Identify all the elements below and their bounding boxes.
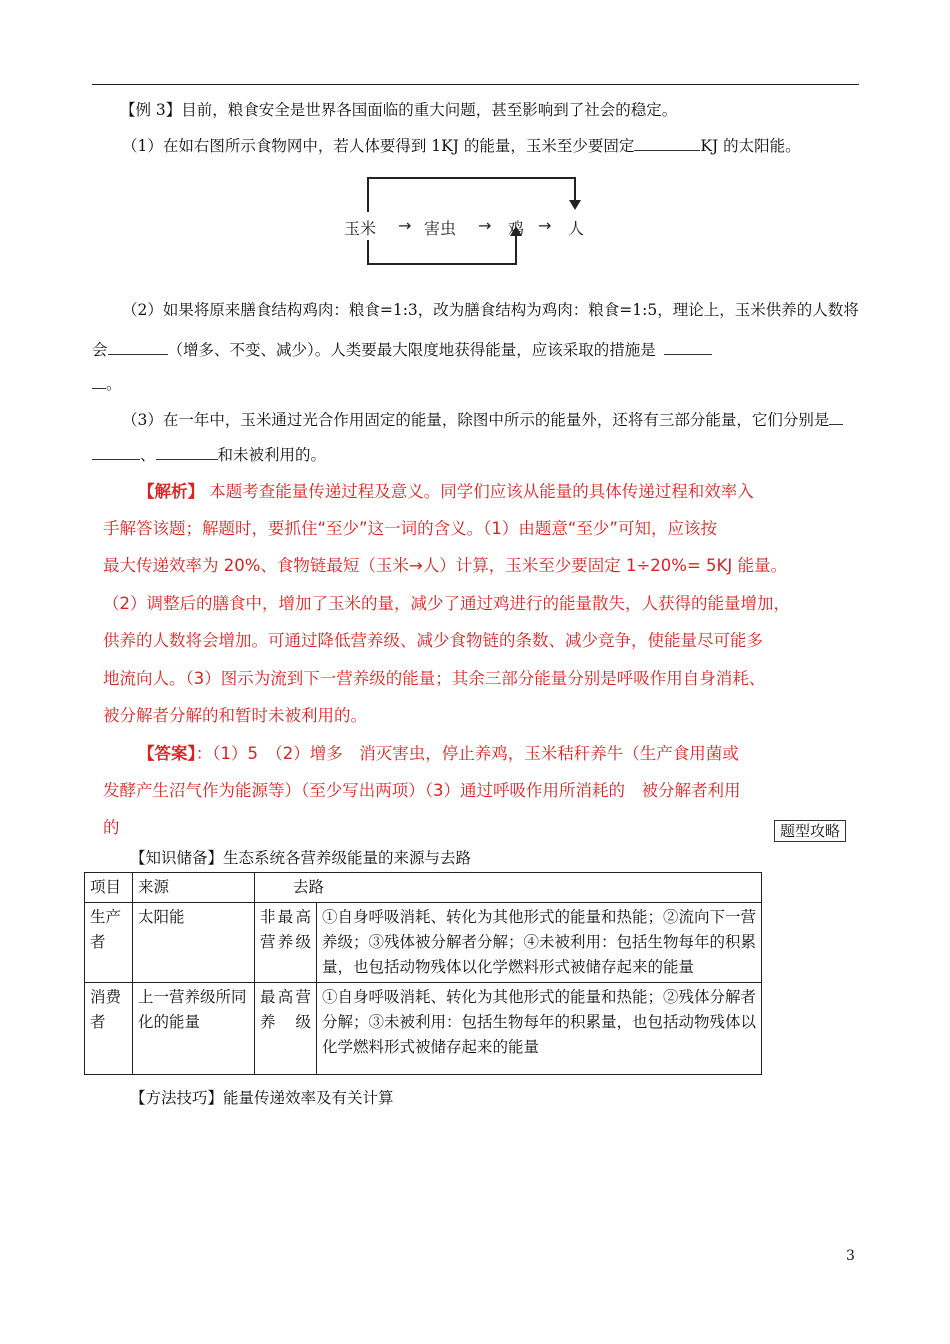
q2-text-pre: 会 [92,341,108,359]
answer-text-1: ：（1）5 （2）增多 消灭害虫，停止养鸡，玉米秸秆养牛（生产食用菌或 [195,744,739,763]
page-number: 3 [846,1248,855,1264]
question-2-line2 [92,338,712,360]
q3-text-end: 和未被利用的。 [217,446,327,464]
analysis-line-7: 被分解者分解的和暂时未被利用的。 [103,706,367,725]
answer-line-1 [138,740,739,764]
cell-source: 上一营养级所同化的能量 [133,983,255,1075]
q1-blank[interactable] [634,134,700,151]
question-1 [122,134,801,156]
analysis-line-5: 供养的人数将会增加。可通过降低营养级、减少食物链的条数、减少竞争，使能量尽可能多 [103,631,763,650]
q3-blank-1[interactable] [829,408,843,425]
food-web-diagram [340,172,610,272]
cell-destination: ①自身呼吸消耗、转化为其他形式的能量和热能；②残体分解者分解；③未被利用：包括生物每年的积累量，也包括动物残体以化学燃料形式被储存起来的能量 [317,983,762,1075]
q2-text-mid: （增多、不变、减少）。人类要最大限度地获得能量，应该采取的措施是 [167,341,656,359]
answer-line-3: 的 [103,818,120,837]
cell-level: 非最高营养级 [255,903,317,983]
q2-blank-2-cont[interactable] [92,372,106,389]
question-3-line1 [122,408,843,430]
knowledge-title: 【知识储备】生态系统各营养级能量的来源与去路 [130,849,472,867]
node-corn: 玉米 [344,219,377,238]
header-destination: 去路 [255,873,762,903]
analysis-line-2: 手解答该题；解题时，要抓住“至少”这一词的含义。（1）由题意“至少”可知，应该按 [103,519,717,538]
energy-flow-table [84,872,762,1075]
analysis-label: 【解析】 [138,482,204,501]
arrow-corn-pest: → [398,216,412,235]
analysis-line-1 [138,478,754,502]
header-item: 项目 [85,873,133,903]
table-row [85,903,762,983]
arrow-pest-chicken: → [478,216,492,235]
example-intro: 【例 3】目前，粮食安全是世界各国面临的重大问题，甚至影响到了社会的稳定。 [120,101,678,119]
analysis-line-4: （2）调整后的膳食中，增加了玉米的量，减少了通过鸡进行的能量散失，人获得的能量增加， [103,594,790,613]
table-row [85,983,762,1075]
table-header-row [85,873,762,903]
question-2-line1: （2）如果将原来膳食结构鸡肉：粮食=1:3，改为膳食结构为鸡肉：粮食=1:5，理论上，玉米供养的人数将 [122,301,859,319]
cell-level: 最高营养级 [255,983,317,1075]
q2-blank-2[interactable] [664,338,712,355]
q1-text-post: KJ 的太阳能。 [700,137,801,155]
cell-item: 生产者 [85,903,133,983]
question-2-line3 [92,372,122,394]
answer-line-2: 发酵产生沼气作为能源等）（至少写出两项）（3）通过呼吸作用所消耗的 被分解者利用 [103,781,741,800]
question-3-line2 [92,443,326,465]
q2-blank-1[interactable] [108,338,168,355]
q3-blank-2[interactable] [156,443,218,460]
strategy-tag: 题型攻略 [774,820,846,842]
cell-source: 太阳能 [133,903,255,983]
header-source: 来源 [133,873,255,903]
q3-sep: 、 [140,446,156,464]
header-rule [92,84,859,85]
q2-text-end: 。 [106,375,122,393]
node-pest: 害虫 [424,219,457,238]
cell-destination: ①自身呼吸消耗、转化为其他形式的能量和热能；②流向下一营养级；③残体被分解者分解；④未被利用：包括生物每年的积累量，也包括动物残体以化学燃料形式被储存起来的能量 [317,903,762,983]
arrow-chicken-human: → [538,216,552,235]
q1-text-pre: （1）在如右图所示食物网中，若人体要得到 1KJ 的能量，玉米至少要固定 [122,137,635,155]
cell-item: 消费者 [85,983,133,1075]
analysis-text-1: 本题考查能量传递过程及意义。同学们应该从能量的具体传递过程和效率入 [209,482,754,501]
q3-blank-1-cont[interactable] [92,443,140,460]
analysis-line-3: 最大传递效率为 20%、食物链最短（玉米→人）计算，玉米至少要固定 1÷20%= 5KJ 能量。 [103,556,787,575]
analysis-line-6: 地流向人。（3）图示为流到下一营养级的能量；其余三部分能量分别是呼吸作用自身消耗、 [103,669,766,688]
node-human: 人 [568,219,585,238]
method-title: 【方法技巧】能量传递效率及有关计算 [130,1089,394,1107]
node-chicken: 鸡 [508,219,525,238]
q3-text: （3）在一年中，玉米通过光合作用固定的能量，除图中所示的能量外，还将有三部分能量，它们分别是 [122,411,830,429]
answer-label: 【答案】 [138,744,196,763]
